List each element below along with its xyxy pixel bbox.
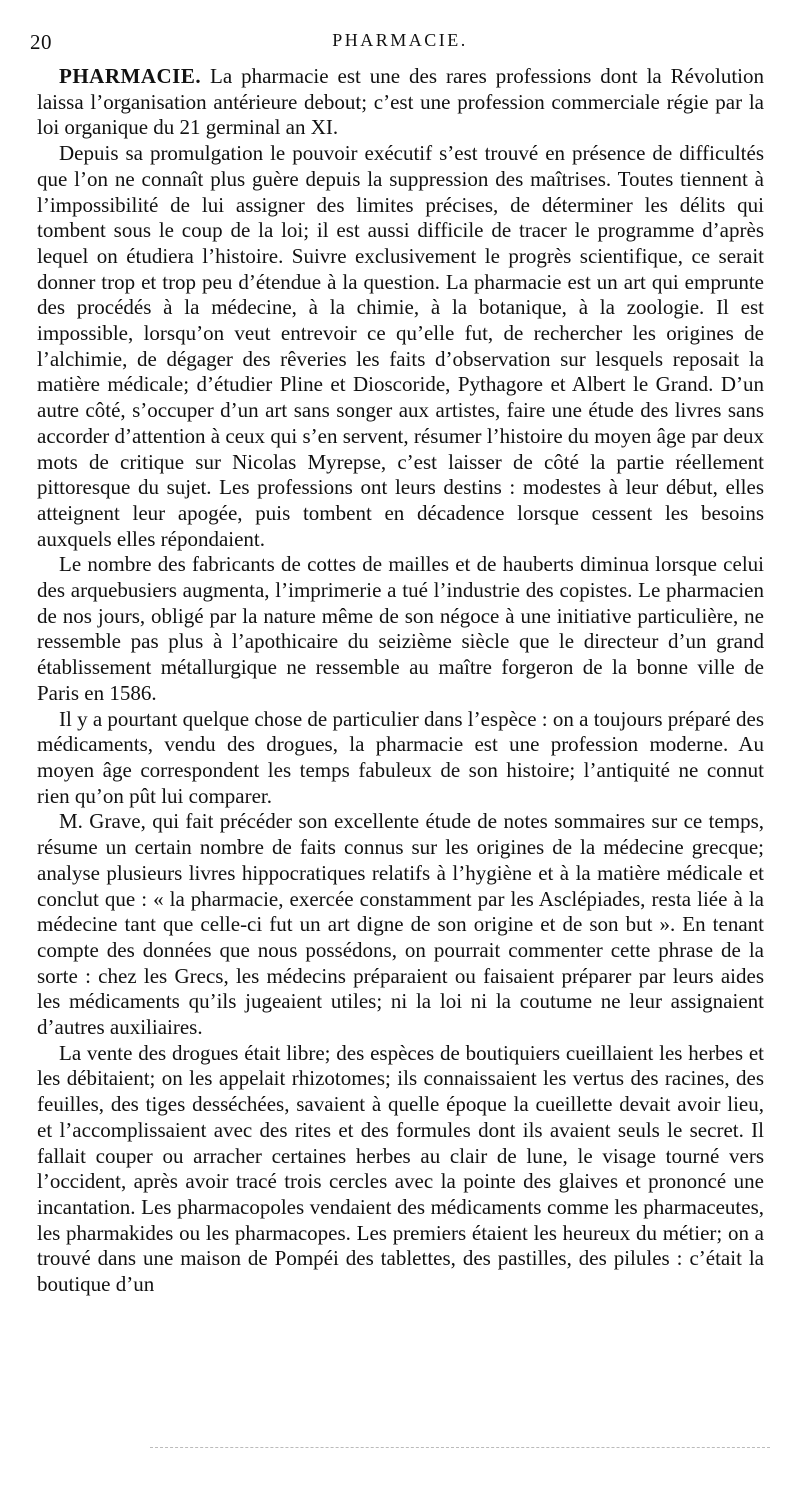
page-number: 20 [30,30,52,54]
footer-rule [150,1447,770,1448]
paragraph: La vente des drogues était libre; des espèces de boutiquiers cueillaient les herbes et les débitaient; on les appelait rhizotomes; ils connaissaient les vertus des racines, des feuilles, des tiges desséchées, savaient à quelle époque la cueillette devait avoir lieu, et l’accomplissaient avec des rites et des formules dont ils avaient seuls le secret. Il fallait couper ou arracher certaines herbes au clair de lune, le visage tourné vers l’occident, après avoir tracé trois cercles avec la pointe des glaives et prononcé une incantation. Les pharmacopoles vendaient des médicaments comme les pharmaceutes, les pharmakides ou les pharmacopes. Les premiers étaient les heureux du métier; on a trouvé dans une maison de Pompéi des tablettes, des pastilles, des pilules : c’était la boutique d’un [37,1040,764,1297]
paragraph: M. Grave, qui fait précéder son excellente étude de notes sommaires sur ce temps, résume un certain nombre de faits connus sur les origines de la médecine grecque; analyse plusieurs livres hippocratiques relatifs à l’hygiène et à la matière médicale et conclut que : « la pharmacie, exercée constamment par les Asclépiades, resta liée à la médecine tant que celle-ci fut un art digne de son origine et de son but ». En tenant compte des données que nous possédons, on pourrait commenter cette phrase de la sorte : chez les Grecs, les médecins préparaient ou faisaient préparer par leurs aides les médicaments qu’ils jugeaient utiles; ni la loi ni la coutume ne leur assignaient d’autres auxiliaires. [37,809,764,1040]
paragraph: Le nombre des fabricants de cottes de mailles et de hauberts diminua lorsque celui des arquebusiers augmenta, l’imprimerie a tué l’industrie des copistes. Le pharmacien de nos jours, obligé par la nature même de son négoce à une initiative particulière, ne ressemble pas plus à l’apothicaire du seizième siècle que le directeur d’un grand établissement métallurgique ne ressemble au maître forgeron de la bonne ville de Paris en 1586. [37,552,764,705]
paragraph: Il y a pourtant quelque chose de particulier dans l’espèce : on a toujours préparé des médicaments, vendu des drogues, la pharmacie est une profession moderne. Au moyen âge correspondent les temps fabuleux de son histoire; l’antiquité ne connut rien qu’on pût lui comparer. [37,706,764,808]
page-header [30,30,770,60]
paragraph-text: La pharmacie est une des rares professions dont la Révolution laissa l’organisation antérieure debout; c’est une profession commerciale régie par la loi organique du 21 germinal an XI. [37,64,764,140]
entry-heading: PHARMACIE. [59,64,202,88]
body-text [37,64,764,1298]
paragraph [37,64,764,141]
paragraph: Depuis sa promulgation le pouvoir exécutif s’est trouvé en présence de difficultés que l’on ne connaît plus guère depuis la suppression des maîtrises. Toutes tiennent à l’impossibilité de lui assigner des limites précises, de déterminer les délits qui tombent sous le coup de la loi; il est aussi difficile de tracer le programme d’après lequel on étudiera l’histoire. Suivre exclusivement le progrès scientifique, ce serait donner trop et trop peu d’étendue à la question. La pharmacie est un art qui emprunte des procédés à la médecine, à la chimie, à la botanique, à la zoologie. Il est impossible, lorsqu’on veut entrevoir ce qu’elle fut, de rechercher les origines de l’alchimie, de dégager des rêveries les faits d’observation sur lesquels reposait la matière médicale; d’étudier Pline et Dioscoride, Pythagore et Albert le Grand. D’un autre côté, s’occuper d’un art sans songer aux artistes, faire une étude des livres sans accorder d’attention à ceux qui s’en servent, résumer l’histoire du moyen âge par deux mots de critique sur Nicolas Myrepse, c’est laisser de côté la partie réellement pittoresque du sujet. Les professions ont leurs destins : modestes à leur début, elles atteignent leur apogée, puis tombent en décadence lorsque cessent les besoins auxquels elles répondaient. [37,141,764,551]
running-head: PHARMACIE. [332,30,468,50]
